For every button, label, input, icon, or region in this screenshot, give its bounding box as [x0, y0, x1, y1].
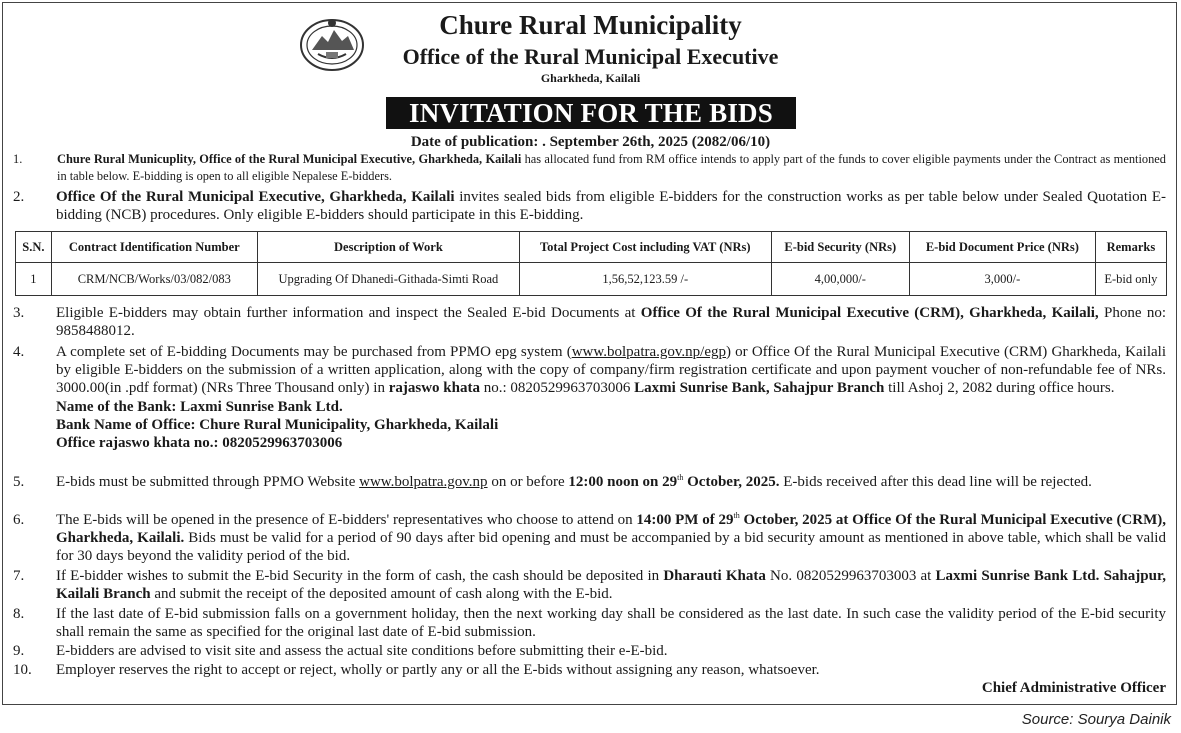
paragraph-bold: October, 2025.	[683, 474, 780, 490]
paragraph-bold: rajaswo khata	[388, 380, 480, 397]
table-header: Description of Work	[257, 232, 519, 263]
paragraph-text: till Ashoj 2, 2082 during office hours.	[884, 380, 1115, 397]
paragraph-number: 10.	[13, 662, 32, 678]
table-cell: 3,000/-	[910, 263, 1096, 296]
paragraph-text: The E-bids will be opened in the presence of E-bidders' representatives who choose to attend on	[56, 512, 637, 528]
paragraph-1	[13, 151, 1166, 185]
paragraph-bold: Office Of the Rural Municipal Executive (CRM), Gharkheda, Kailali,	[640, 305, 1099, 321]
paragraph-text: Phone no: 9858488012.	[56, 305, 1166, 340]
paragraph-5	[13, 473, 1166, 491]
paragraph-number: 6.	[13, 512, 25, 528]
paragraph-text: Eligible E-bidders may obtain further information and inspect the Sealed E-bid Documents at	[56, 305, 641, 321]
paragraph-9	[13, 642, 1166, 660]
paragraph-text: Employer reserves the right to accept or reject, wholly or partly any or all the E-bids without assigning any reason, whatsoever.	[56, 662, 820, 678]
paragraph-bold: Laxmi Sunrise Bank, Sahajpur Branch	[634, 380, 885, 397]
notice-banner: INVITATION FOR THE BIDS	[386, 97, 796, 129]
table-header-row	[16, 232, 1167, 263]
paragraph-text: E-bids must be submitted through PPMO Website	[56, 474, 360, 490]
paragraph-text: invites sealed bids from eligible E-bidders for the construction works as per table below under Sealed Quotation E-bidding (NCB) procedures. Only eligible E-bidders should participate in this E-bidding.	[56, 189, 1166, 224]
paragraph-text: If E-bidder wishes to submit the E-bid Security in the form of cash, the cash should be deposited in	[56, 568, 664, 584]
table-cell: Upgrading Of Dhanedi-Githada-Simti Road	[257, 263, 519, 296]
paragraph-bold: Laxmi Sunrise Bank Ltd. Sahajpur, Kailali Branch	[56, 568, 1166, 603]
paragraph-text: and submit the receipt of the deposited amount of cash along with the E-bid.	[150, 586, 613, 603]
paragraph-number: 8.	[13, 606, 25, 622]
paragraph-bold: 14:00 PM of 29	[636, 512, 734, 528]
table-header: Contract Identification Number	[51, 232, 257, 263]
paragraph-bold: Office Of the Rural Municipal Executive, Gharkheda, Kailali	[56, 189, 455, 205]
bank-name-line: Name of the Bank: Laxmi Sunrise Bank Ltd.	[56, 398, 343, 415]
office-location: Gharkheda, Kailali	[540, 71, 641, 85]
rajaswo-khata-line: Office rajaswo khata no.: 0820529963703006	[56, 435, 343, 452]
paragraph-number: 5.	[13, 474, 25, 490]
paragraph-text: on or before	[487, 474, 569, 490]
paragraph-bold: Chure Rural Municuplity, Office of the Rural Municipal Executive, Gharkheda, Kailali	[57, 152, 522, 166]
paragraph-text: no.: 0820529963703006	[480, 380, 635, 397]
table-row	[16, 263, 1167, 296]
paragraph-3	[13, 304, 1166, 340]
ordinal-suffix: th	[677, 473, 684, 482]
paragraph-bold: October, 2025 at Office Of the Rural Municipal Executive (CRM), Gharkheda, Kailali.	[56, 512, 1167, 547]
table-cell: 1,56,52,123.59 /-	[519, 263, 771, 296]
table-cell: 4,00,000/-	[771, 263, 909, 296]
paragraph-10	[13, 661, 1166, 679]
table-cell: CRM/NCB/Works/03/082/083	[51, 263, 257, 296]
paragraph-number: 9.	[13, 643, 25, 659]
bid-table	[15, 231, 1167, 296]
paragraph-number: 4.	[13, 344, 25, 360]
paragraph-7	[13, 567, 1166, 603]
table-header: E-bid Document Price (NRs)	[910, 232, 1096, 263]
publication-date: Date of publication: . September 26th, 2025 (2082/06/10)	[410, 134, 771, 150]
municipality-title: Chure Rural Municipality	[439, 10, 742, 40]
table-header: Total Project Cost including VAT (NRs)	[519, 232, 771, 263]
paragraph-text: No. 0820529963703003 at	[765, 568, 936, 584]
paragraph-4	[13, 343, 1166, 452]
table-cell: E-bid only	[1095, 263, 1166, 296]
paragraph-text: If the last date of E-bid submission falls on a government holiday, then the next working day shall be considered as the last date. In such case the validity period of the E-bid security shall remain the same as specified for the original last date of E-bid submission.	[56, 606, 1166, 641]
paragraph-text: has allocated fund from RM office intends to apply part of the funds to cover eligible payments under the Contract as mentioned in table below. E-bidding is open to all eligible Nepalese E-bidders.	[57, 152, 1166, 183]
source-credit: Source: Sourya Dainik	[1021, 711, 1171, 728]
bolpatra-link[interactable]: www.bolpatra.gov.np	[359, 474, 488, 490]
paragraph-text: E-bidders are advised to visit site and assess the actual site conditions before submitting their e-E-bid.	[56, 643, 668, 659]
paragraph-2	[13, 188, 1166, 224]
paragraph-bold: Dharauti Khata	[663, 568, 766, 584]
ordinal-suffix: th	[733, 511, 740, 520]
paragraph-text: A complete set of E-bidding Documents may be purchased from PPMO epg system (	[56, 344, 572, 360]
paragraph-text: Bids must be valid for a period of 90 days after bid opening and must be accompanied by a bid security amount as mentioned in above table, which shall be valid for 30 days beyond the validity period of the bid.	[56, 530, 1166, 565]
paragraph-number: 2.	[13, 189, 25, 205]
paragraph-6	[13, 511, 1166, 566]
office-title: Office of the Rural Municipal Executive	[402, 44, 779, 69]
paragraph-text: E-bids received after this dead line will be rejected.	[779, 474, 1092, 490]
table-header: Remarks	[1095, 232, 1166, 263]
paragraph-number: 1.	[13, 152, 23, 166]
table-header: S.N.	[16, 232, 52, 263]
paragraph-text: ) or Office Of the Rural Municipal Executive (CRM) Gharkheda, Kailali by eligible E-bidders on the submission of a written application, along with the copy of company/firm registration certificate and upon payment voucher of non-refundable fee of NRs. 3000.00(in .pdf format) (NRs Three Thousand only) in	[56, 344, 1166, 397]
table-header: E-bid Security (NRs)	[771, 232, 909, 263]
signature-title: Chief Administrative Officer	[981, 680, 1166, 696]
paragraph-bold: 12:00 noon on 29	[568, 474, 678, 490]
paragraph-8	[13, 605, 1166, 641]
paragraph-number: 3.	[13, 305, 25, 321]
paragraph-number: 7.	[13, 568, 25, 584]
table-cell: 1	[16, 263, 52, 296]
bolpatra-egp-link[interactable]: www.bolpatra.gov.np/egp	[571, 344, 726, 360]
bank-office-line: Bank Name of Office: Chure Rural Municipality, Gharkheda, Kailali	[56, 416, 499, 433]
